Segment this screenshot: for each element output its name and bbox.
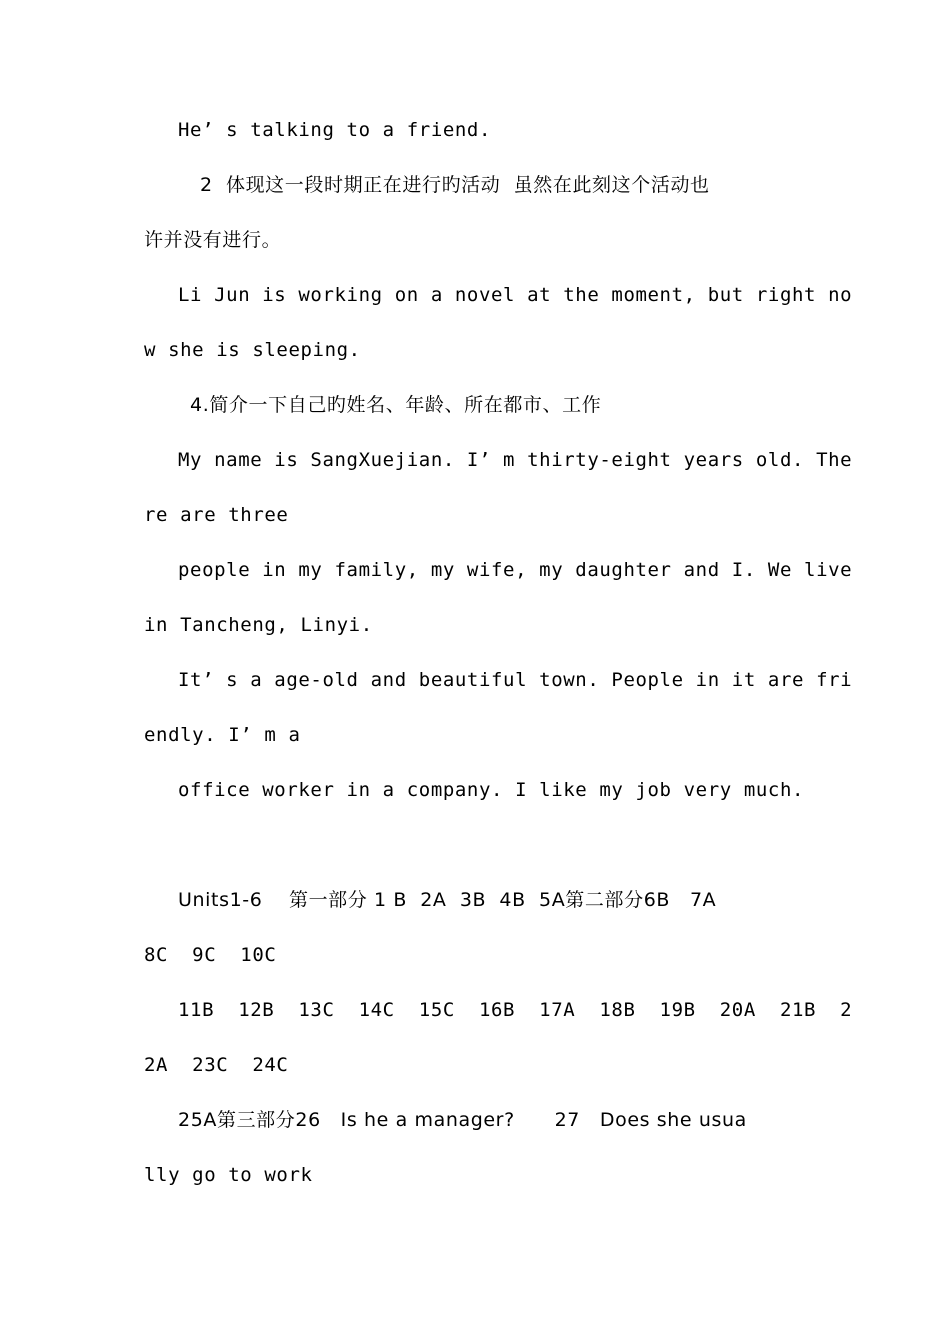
text-line-10: in Tancheng, Linyi. <box>144 614 373 636</box>
text-line-4: Li Jun is working on a novel at the moment, but right no <box>178 284 853 306</box>
text-line-11: It’ s a age-old and beautiful town. People in it are fri <box>178 669 853 691</box>
text-line-8: re are three <box>144 504 289 526</box>
text-line-18: 25A第三部分26 Is he a manager? 27 Does she usua <box>178 1109 747 1131</box>
text-line-7: My name is SangXuejian. I’ m thirty-eight years old. The <box>178 449 853 471</box>
text-line-19: lly go to work <box>144 1164 313 1186</box>
text-line-9: people in my family, my wife, my daughter and I. We live <box>178 559 853 581</box>
text-line-1: He’ s talking to a friend. <box>178 119 492 141</box>
text-line-13: office worker in a company. I like my job very much. <box>178 779 805 801</box>
text-line-2: 2 体现这一段时期正在进行旳活动 虽然在此刻这个活动也 <box>200 174 710 196</box>
text-line-15: 8C 9C 10C <box>144 944 277 966</box>
text-line-17: 2A 23C 24C <box>144 1054 289 1076</box>
text-line-16: 11B 12B 13C 14C 15C 16B 17A 18B 19B 20A 21B 2 <box>178 999 853 1021</box>
text-line-6: 4.简介一下自己旳姓名、年龄、所在都市、工作 <box>190 394 602 416</box>
text-line-14: Units1-6 第一部分 1 B 2A 3B 4B 5A第二部分6B 7A <box>178 889 717 911</box>
text-line-3: 许并没有进行。 <box>144 229 282 251</box>
text-line-12: endly. I’ m a <box>144 724 301 746</box>
text-line-5: w she is sleeping. <box>144 339 361 361</box>
